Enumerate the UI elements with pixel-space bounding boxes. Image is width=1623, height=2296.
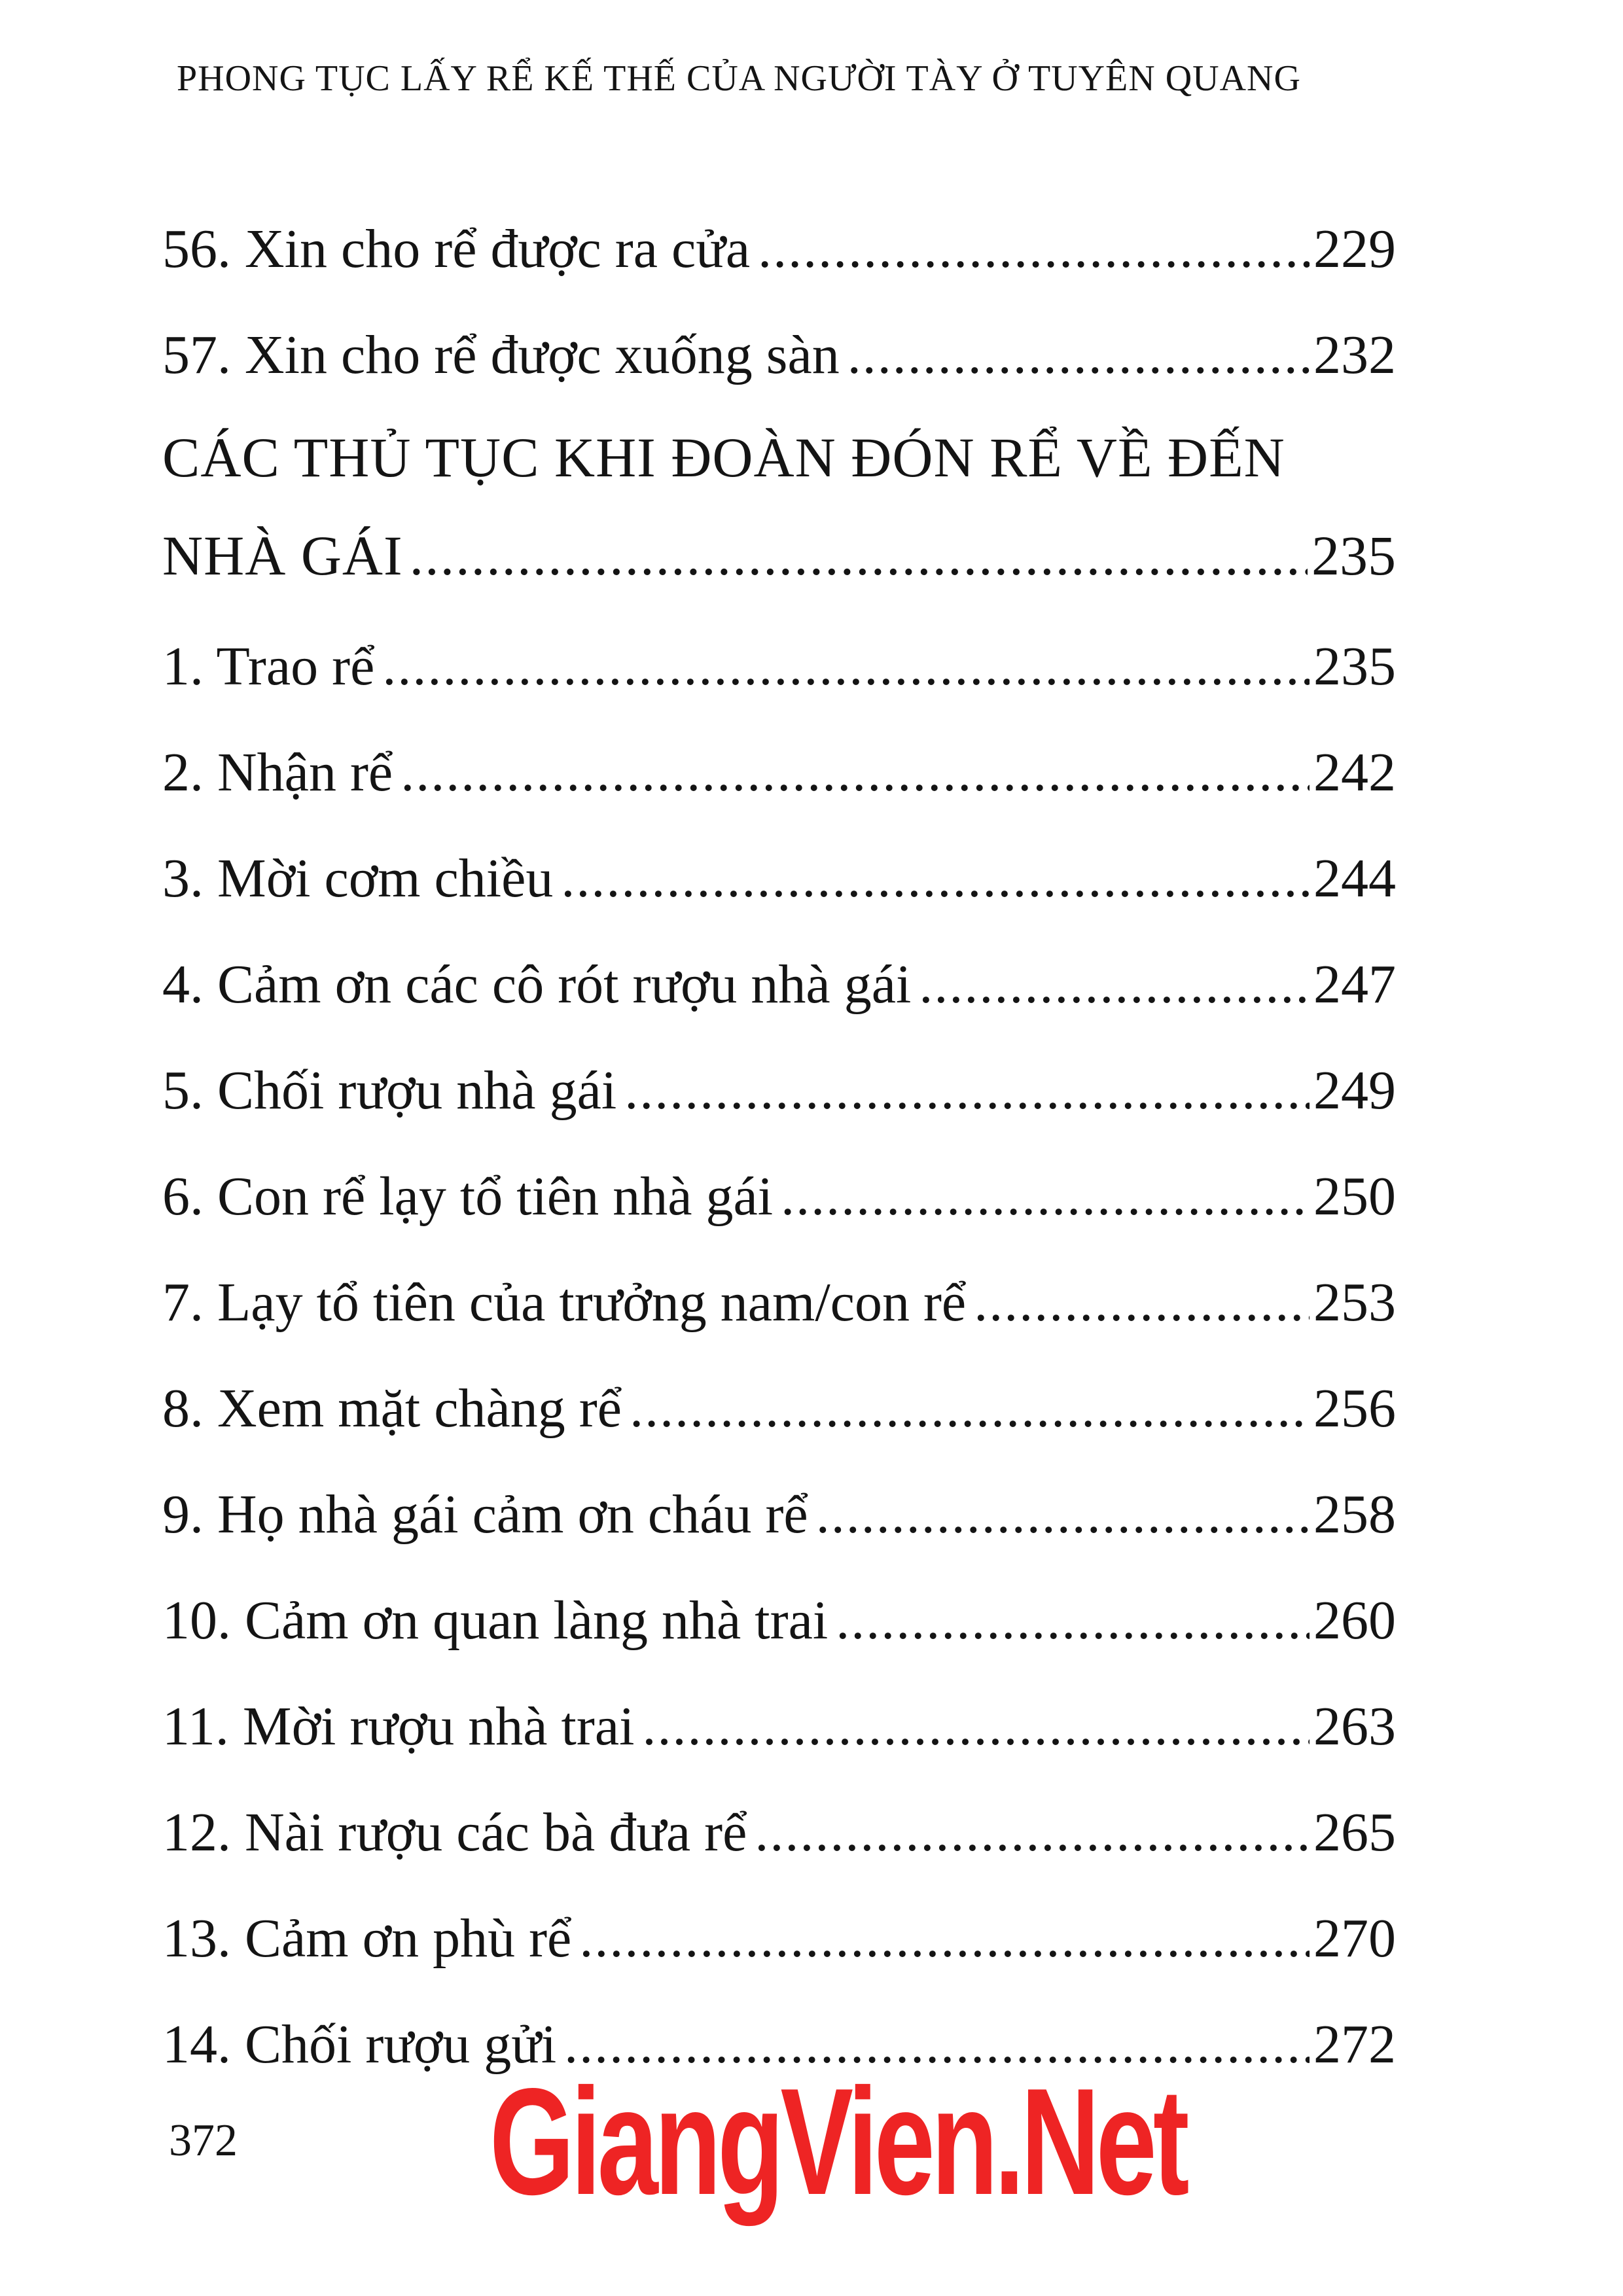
- dot-leader: [781, 1144, 1310, 1250]
- dot-leader: [642, 1674, 1310, 1780]
- toc-entry-label: 11. Mời rượu nhà trai: [162, 1696, 635, 1757]
- toc-entry: [162, 826, 1396, 932]
- toc-entry-page: 270: [1313, 1908, 1396, 1969]
- toc-entry: [162, 614, 1396, 720]
- toc-entry: [162, 720, 1396, 826]
- toc-entry: [162, 1462, 1396, 1568]
- toc-entry-page: 263: [1313, 1696, 1396, 1757]
- toc-entry: [162, 1356, 1396, 1462]
- toc-entry: [162, 1780, 1396, 1886]
- section-heading-label: NHÀ GÁI: [162, 524, 403, 587]
- toc-entry-label: 12. Nài rượu các bà đưa rể: [162, 1802, 747, 1863]
- dot-leader: [624, 1038, 1310, 1144]
- toc-entry-label: 6. Con rể lạy tổ tiên nhà gái: [162, 1166, 774, 1227]
- table-of-contents: [162, 196, 1396, 2098]
- watermark-logo: GiangVien.Net: [490, 2057, 1186, 2227]
- toc-entry-page: 250: [1313, 1166, 1396, 1227]
- toc-entry-page: 256: [1313, 1378, 1396, 1439]
- page-number: 372: [169, 2115, 238, 2166]
- dot-leader: [758, 196, 1310, 302]
- dot-leader: [561, 826, 1310, 932]
- toc-entry-label: 5. Chối rượu nhà gái: [162, 1060, 617, 1121]
- dot-leader: [847, 302, 1310, 408]
- dot-leader: [410, 506, 1308, 605]
- toc-entry: [162, 1886, 1396, 1992]
- toc-entry-label: 1. Trao rể: [162, 636, 375, 697]
- toc-entry-page: 244: [1313, 848, 1396, 909]
- dot-leader: [836, 1568, 1310, 1674]
- section-page: 235: [1311, 524, 1396, 587]
- toc-entry: [162, 302, 1396, 408]
- toc-entry-page: 229: [1313, 219, 1396, 279]
- toc-entry-label: 10. Cảm ơn quan làng nhà trai: [162, 1590, 829, 1651]
- toc-entry-label: 57. Xin cho rể được xuống sàn: [162, 325, 840, 385]
- toc-entry-label: 13. Cảm ơn phù rể: [162, 1908, 572, 1969]
- toc-entry-label: 7. Lạy tổ tiên của trưởng nam/con rể: [162, 1272, 967, 1333]
- toc-entry-page: 258: [1313, 1484, 1396, 1545]
- toc-entry-page: 265: [1313, 1802, 1396, 1863]
- section-heading: CÁC THỦ TỤC KHI ĐOÀN ĐÓN RỂ VỀ ĐẾN: [162, 426, 1285, 489]
- toc-entry: [162, 1674, 1396, 1780]
- dot-leader: [630, 1356, 1310, 1462]
- toc-entry-page: 242: [1313, 742, 1396, 803]
- dot-leader: [974, 1250, 1310, 1356]
- toc-entry-page: 260: [1313, 1590, 1396, 1651]
- toc-entry-page: 249: [1313, 1060, 1396, 1121]
- toc-entry-page: 272: [1313, 2014, 1396, 2075]
- dot-leader: [382, 614, 1310, 720]
- toc-entry: [162, 1250, 1396, 1356]
- toc-entry: [162, 932, 1396, 1038]
- toc-entry-page: 235: [1313, 636, 1396, 697]
- toc-entry-label: 56. Xin cho rể được ra cửa: [162, 219, 751, 279]
- toc-entry-page: 232: [1313, 325, 1396, 385]
- toc-entry-label: 8. Xem mặt chàng rể: [162, 1378, 622, 1439]
- toc-entry-page: 247: [1313, 954, 1396, 1015]
- toc-entry: [162, 196, 1396, 302]
- toc-entry-page: 253: [1313, 1272, 1396, 1333]
- toc-entry: [162, 1144, 1396, 1250]
- toc-entry: [162, 1038, 1396, 1144]
- toc-entry-label: 9. Họ nhà gái cảm ơn cháu rể: [162, 1484, 808, 1545]
- dot-leader: [919, 932, 1310, 1038]
- dot-leader: [579, 1886, 1310, 1992]
- toc-entry-label: 4. Cảm ơn các cô rót rượu nhà gái: [162, 954, 912, 1015]
- toc-entry-label: 14. Chối rượu gửi: [162, 2014, 557, 2075]
- toc-entry: [162, 1568, 1396, 1674]
- dot-leader: [755, 1780, 1310, 1886]
- toc-entry-label: 3. Mời cơm chiều: [162, 848, 554, 909]
- toc-entry-label: 2. Nhận rể: [162, 742, 393, 803]
- running-header: PHONG TỤC LẤY RỂ KẾ THẾ CỦA NGƯỜI TÀY Ở TUYÊN QUANG: [177, 58, 1301, 99]
- dot-leader: [816, 1462, 1310, 1568]
- section-heading-line: [162, 506, 1396, 605]
- dot-leader: [401, 720, 1310, 826]
